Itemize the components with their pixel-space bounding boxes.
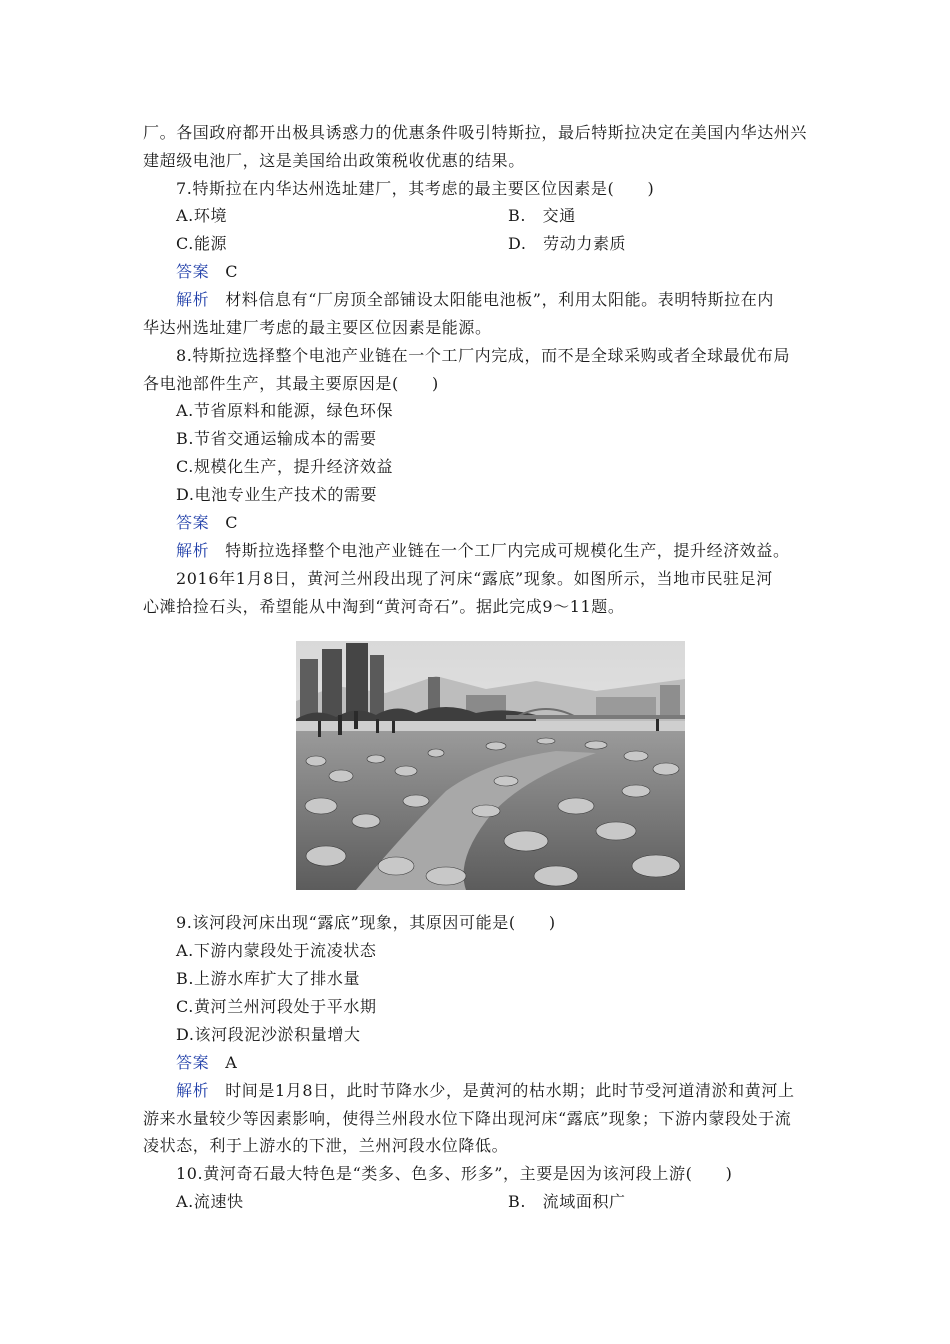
q7-analysis-line-1 <box>176 290 774 310</box>
q9-analysis-line-1 <box>176 1081 795 1101</box>
q8-answer <box>176 513 238 533</box>
answer-label: 答案 <box>176 513 210 532</box>
q9-option-a: A.下游内蒙段处于流凌状态 <box>176 941 377 960</box>
q7-option-d: D. 劳动力素质 <box>508 234 627 253</box>
q8-option-d: D.电池专业生产技术的需要 <box>176 485 378 504</box>
analysis-text: 时间是1月8日，此时节降水少，是黄河的枯水期；此时节受河道清淤和黄河上 <box>225 1081 795 1100</box>
analysis-text: 材料信息有“厂房顶全部铺设太阳能电池板”，利用太阳能。表明特斯拉在内 <box>225 290 774 309</box>
intro-line-2: 建超级电池厂，这是美国给出政策税收优惠的结果。 <box>143 151 525 170</box>
q8-stem-line-1: 8.特斯拉选择整个电池产业链在一个工厂内完成，而不是全球采购或者全球最优布局 <box>176 346 791 365</box>
intro-line-1: 厂。各国政府都开出极具诱惑力的优惠条件吸引特斯拉，最后特斯拉决定在美国内华达州兴 <box>143 123 808 142</box>
q7-analysis-line-2: 华达州选址建厂考虑的最主要区位因素是能源。 <box>143 318 492 337</box>
passage-line-2: 心滩拾捡石头，希望能从中淘到“黄河奇石”。据此完成9～11题。 <box>143 597 625 616</box>
answer-label: 答案 <box>176 1053 210 1072</box>
q9-option-c: C.黄河兰州河段处于平水期 <box>176 997 377 1016</box>
q7-answer <box>176 262 238 282</box>
analysis-text: 特斯拉选择整个电池产业链在一个工厂内完成可规模化生产，提升经济效益。 <box>225 541 790 560</box>
q9-option-b: B.上游水库扩大了排水量 <box>176 969 361 988</box>
answer-value: A <box>225 1053 238 1072</box>
q9-option-d: D.该河段泥沙淤积量增大 <box>176 1025 361 1044</box>
q10-option-b: B. 流域面积广 <box>508 1192 626 1211</box>
riverbed-photo <box>296 641 685 890</box>
q9-stem: 9.该河段河床出现“露底”现象，其原因可能是( ) <box>176 913 556 932</box>
q8-option-b: B.节省交通运输成本的需要 <box>176 429 377 448</box>
q8-analysis-line-1 <box>176 541 790 561</box>
answer-value: C <box>225 262 239 281</box>
answer-label: 答案 <box>176 262 210 281</box>
q8-option-c: C.规模化生产，提升经济效益 <box>176 457 394 476</box>
q9-analysis-line-3: 凌状态，利于上游水的下泄，兰州河段水位降低。 <box>143 1136 509 1155</box>
q7-option-b: B. 交通 <box>508 206 576 225</box>
analysis-label: 解析 <box>176 1081 210 1100</box>
q9-answer <box>176 1053 237 1073</box>
q7-option-c: C.能源 <box>176 234 228 253</box>
q9-analysis-line-2: 游来水量较少等因素影响，使得兰州段水位下降出现河床“露底”现象；下游内蒙段处于流 <box>143 1109 792 1128</box>
passage-line-1: 2016年1月8日，黄河兰州段出现了河床“露底”现象。如图所示，当地市民驻足河 <box>176 569 773 588</box>
analysis-label: 解析 <box>176 290 210 309</box>
analysis-label: 解析 <box>176 541 210 560</box>
q8-option-a: A.节省原料和能源，绿色环保 <box>176 401 394 420</box>
q7-option-a: A.环境 <box>176 206 228 225</box>
q10-stem: 10.黄河奇石最大特色是“类多、色多、形多”，主要是因为该河段上游( ) <box>176 1164 733 1183</box>
q10-option-a: A.流速快 <box>176 1192 244 1211</box>
q8-stem-line-2: 各电池部件生产，其最主要原因是( ) <box>143 374 439 393</box>
answer-value: C <box>225 513 239 532</box>
q7-stem: 7.特斯拉在内华达州选址建厂，其考虑的最主要区位因素是( ) <box>176 179 655 198</box>
